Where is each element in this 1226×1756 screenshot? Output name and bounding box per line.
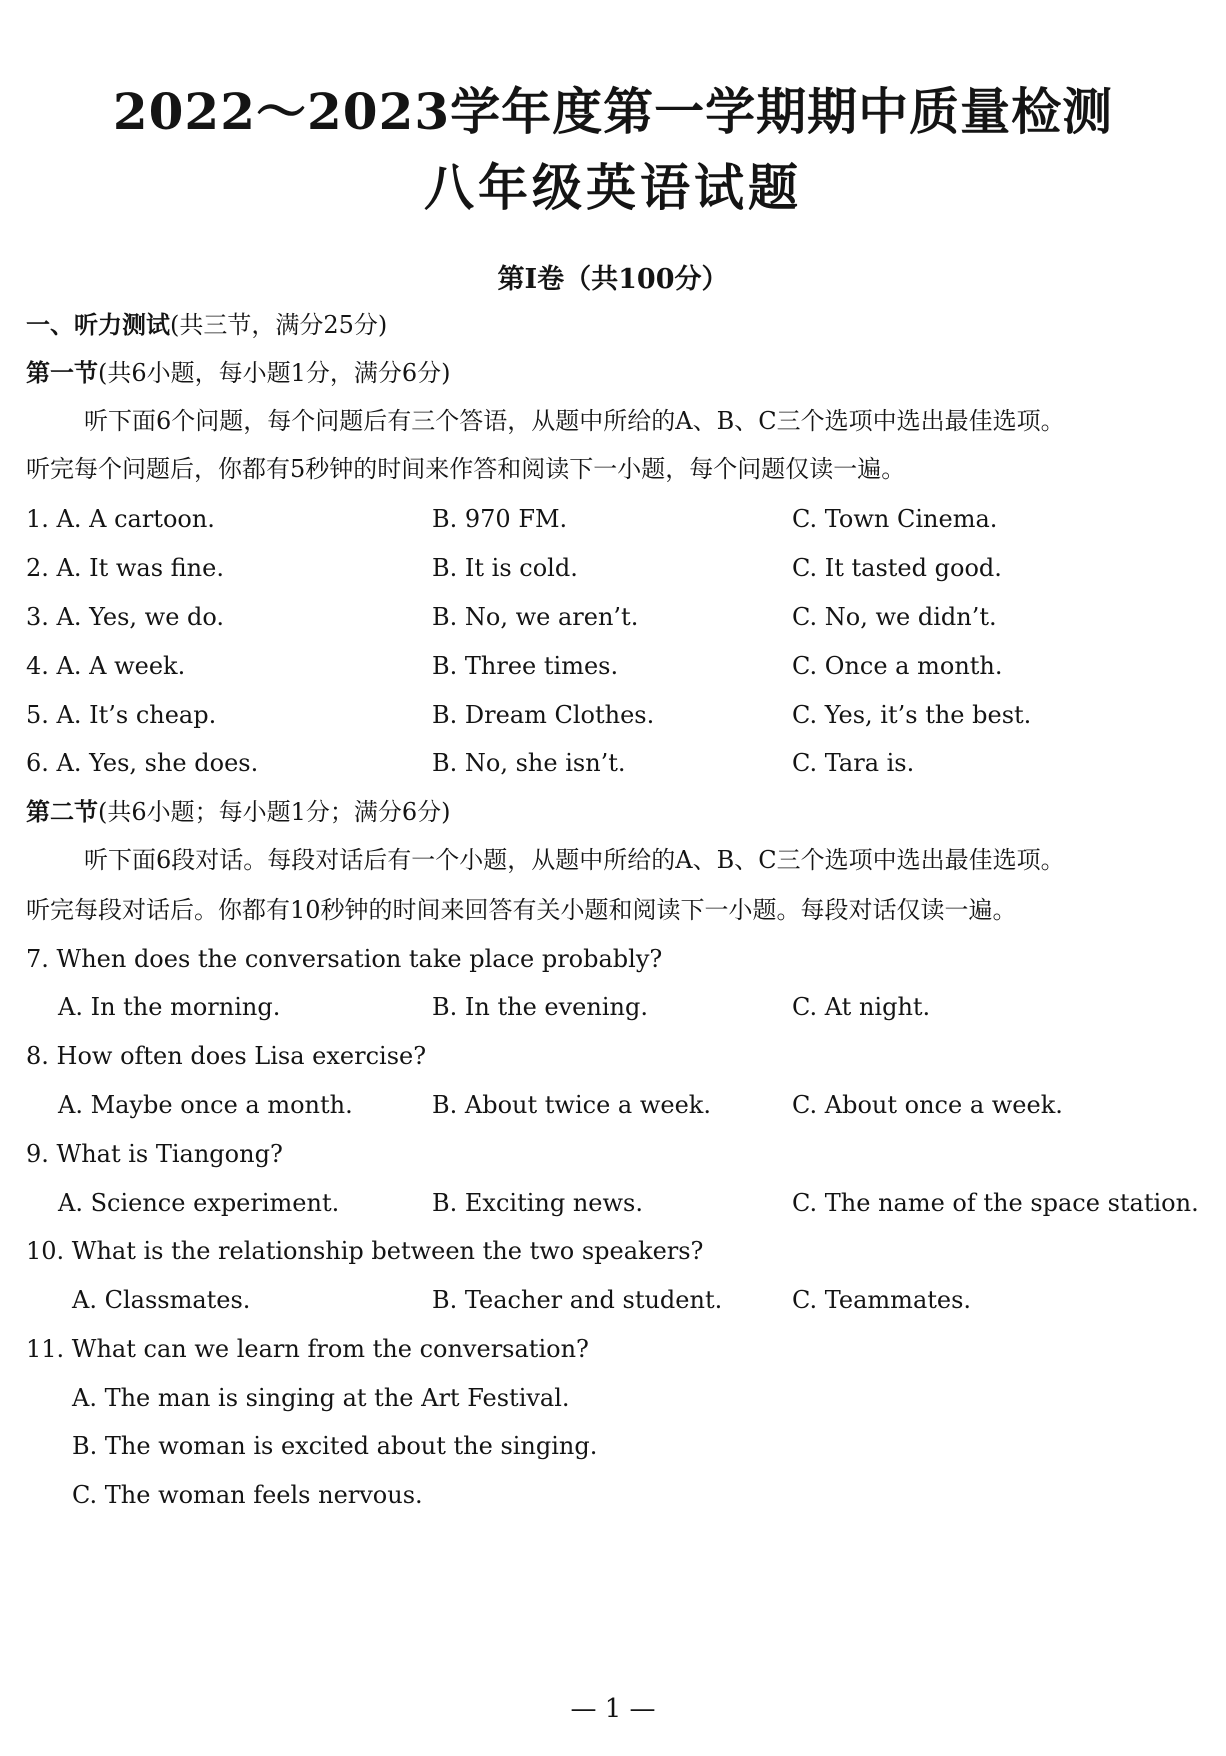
q4-option-b: B. Three times. [432, 652, 619, 680]
part1-instruction-line1: 听下面6个问题，每个问题后有三个答语，从题中所给的A、B、C三个选项中选出最佳选项。 [84, 407, 1065, 435]
q9-option-b: B. Exciting news. [432, 1189, 643, 1217]
q11-option-b: B. The woman is excited about the singing. [72, 1432, 598, 1460]
q8-option-c: C. About once a week. [792, 1091, 1063, 1119]
paper-part-label: 第Ⅰ卷（共100分） [497, 264, 729, 295]
q5-option-b: B. Dream Clothes. [432, 701, 655, 729]
q1-option-a: 1. A. A cartoon. [26, 505, 215, 533]
q8-question: 8. How often does Lisa exercise? [26, 1042, 427, 1070]
q2-option-b: B. It is cold. [432, 554, 578, 582]
section-heading-title: 一、听力测试 [26, 310, 170, 339]
exam-subject-title: 八年级英语试题 [424, 158, 802, 217]
part2-heading [26, 795, 451, 829]
q7-option-b: B. In the evening. [432, 993, 648, 1021]
section-heading [26, 308, 387, 342]
part1-heading-detail: (共6小题，每小题1分，满分6分) [98, 359, 451, 387]
q2-option-c: C. It tasted good. [792, 554, 1002, 582]
section-heading-detail: (共三节，满分25分) [170, 311, 388, 339]
q9-option-c: C. The name of the space station. [792, 1189, 1199, 1217]
part1-heading-title: 第一节 [26, 358, 98, 387]
q3-option-c: C. No, we didn’t. [792, 603, 997, 631]
part2-instruction-line2: 听完每段对话后。你都有10秒钟的时间来回答有关小题和阅读下一小题。每段对话仅读一遍。 [26, 896, 1017, 924]
q3-option-b: B. No, we aren’t. [432, 603, 639, 631]
q7-option-a: A. In the morning. [58, 993, 281, 1021]
q8-option-b: B. About twice a week. [432, 1091, 711, 1119]
q3-option-a: 3. A. Yes, we do. [26, 603, 225, 631]
q10-option-c: C. Teammates. [792, 1286, 972, 1314]
q1-option-c: C. Town Cinema. [792, 505, 998, 533]
q6-option-b: B. No, she isn’t. [432, 749, 626, 777]
part1-heading [26, 356, 451, 390]
q2-option-a: 2. A. It was fine. [26, 554, 224, 582]
q7-option-c: C. At night. [792, 993, 931, 1021]
q10-option-a: A. Classmates. [72, 1286, 251, 1314]
q4-option-a: 4. A. A week. [26, 652, 186, 680]
part2-heading-detail: (共6小题；每小题1分；满分6分) [98, 798, 451, 826]
page-number: — 1 — [570, 1694, 656, 1724]
part1-instruction-line2: 听完每个问题后，你都有5秒钟的时间来作答和阅读下一小题，每个问题仅读一遍。 [26, 455, 906, 483]
q5-option-c: C. Yes, it’s the best. [792, 701, 1032, 729]
q11-option-c: C. The woman feels nervous. [72, 1481, 423, 1509]
q6-option-a: 6. A. Yes, she does. [26, 749, 259, 777]
q5-option-a: 5. A. It’s cheap. [26, 701, 217, 729]
q10-question: 10. What is the relationship between the two speakers? [26, 1237, 704, 1265]
q4-option-c: C. Once a month. [792, 652, 1003, 680]
q1-option-b: B. 970 FM. [432, 505, 568, 533]
q6-option-c: C. Tara is. [792, 749, 915, 777]
q9-option-a: A. Science experiment. [58, 1189, 340, 1217]
q10-option-b: B. Teacher and student. [432, 1286, 723, 1314]
part2-heading-title: 第二节 [26, 797, 98, 826]
q11-question: 11. What can we learn from the conversation? [26, 1335, 589, 1363]
q11-option-a: A. The man is singing at the Art Festival. [72, 1384, 570, 1412]
q7-question: 7. When does the conversation take place probably? [26, 945, 663, 973]
q8-option-a: A. Maybe once a month. [58, 1091, 353, 1119]
part2-instruction-line1: 听下面6段对话。每段对话后有一个小题，从题中所给的A、B、C三个选项中选出最佳选项。 [84, 846, 1065, 874]
q9-question: 9. What is Tiangong? [26, 1140, 283, 1168]
exam-title: 2022～2023学年度第一学期期中质量检测 [112, 82, 1114, 141]
